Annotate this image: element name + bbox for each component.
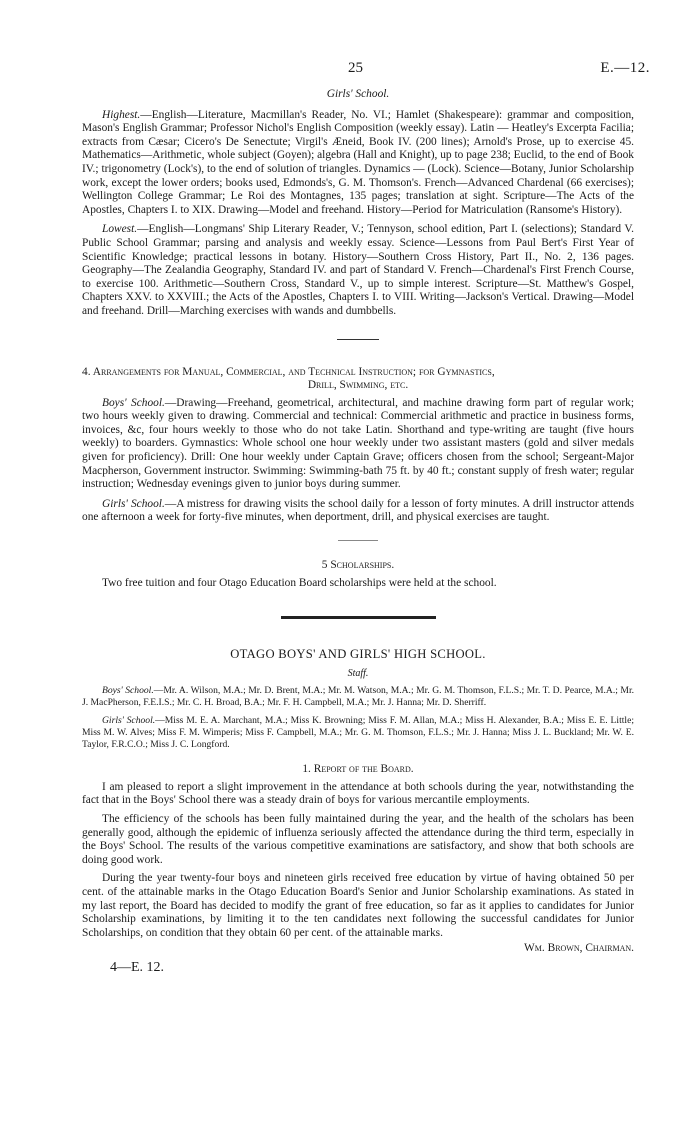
section-divider	[337, 339, 379, 340]
section-4-heading-line1: 4. Arrangements for Manual, Commercial, and Technical Instruction; for Gymnastics,	[82, 365, 495, 378]
boys-school-label: Boys' School.	[102, 396, 165, 409]
girls-school-label: Girls' School.	[102, 497, 165, 510]
report-paragraph-3: During the year twenty-four boys and nineteen girls received free education by virtue of having obtained 50 per cent. of the attainable marks in the Otago Education Board's Senior and Junior Scholarship examinations. As stated in my last report, the Board has decided to modify the grant of free education, so far as it applies to candidates for Junior Scholarship examinations, by limiting it to the ten candidates next following the successful candidates for Junior Scholarships, on condition that they obtain 60 per cent. of the attainable marks.	[82, 872, 634, 939]
page-number: 25	[348, 60, 363, 76]
document-page	[82, 60, 650, 976]
report-paragraph-1: I am pleased to report a slight improvement in the attendance at both schools during the year, notwithstanding the fact that in the Boys' School there was a steady drain of boys for various mercantile employments.	[82, 780, 634, 807]
section-divider-light	[338, 540, 378, 541]
thick-divider	[281, 616, 436, 619]
scholarships-text: Two free tuition and four Otago Education Board scholarships were held at the school.	[102, 576, 497, 589]
staff-heading: Staff.	[347, 668, 369, 680]
lowest-text: —English—Longmans' Ship Literary Reader, V.; Tennyson, school edition, Part I. (selections); Standard V. Public School Grammar; parsing and analysis and weekly essay. Science—Lessons from Paul Bert's First Year of Scientific Knowledge; practical lessons in botany. History—Southern Cross History, Part II., No. 2, 136 pages. Geography—The Zealandia Geography, Standard IV. and part of Standard V. French—Chardenal's First French Course, to exercise 100. Arithmetic—Southern Cross, Standard V., up to simple interest. Scripture—St. Matthew's Gospel, Chapters XXV. to XXVIII.; the Acts of the Apostles, Chapters I. to VIII. Writing—Jackson's Vertical. Drawing—Model and freehand. Drill—Marching exercises with wands and dumbbells.	[82, 223, 634, 317]
page-reference: E.—12.	[600, 60, 650, 76]
girls-staff-label: Girls' School.	[102, 715, 156, 727]
highest-text: —English—Literature, Macmillan's Reader, No. VI.; Hamlet (Shakespeare): grammar and composition, Mason's English Grammar; Professor Nichol's English Composition (weekly essay). Latin — Heatley's Excerpta Facilia; extracts from Cæsar; Cicero's De Senectute; Virgil's Æneid, Book IV. (200 lines); Arnold's Prose, up to exercise 45. Mathematics—Arithmetic, whole subject (Goyen); algebra (Hall and Knight), up to page 238; Euclid, to the end of Book IV.; trigonometry (Lock's), to the end of solution of triangles. Dynamics — (Lock). Science—Botany, Junior Scholarship work, except the lower orders; books used, Edmonds's, G. M. Thomson's. French—Advanced Chardenal (66 exercises); Wellington College Grammar; Le Roi des Montagnes, 135 pages; translation at sight. Scripture—The Acts of the Apostles, Chapters I. to XIX. Drawing—Model and freehand. History—Period for Matriculation (Ransome's History).	[82, 108, 634, 216]
highest-paragraph	[82, 109, 634, 218]
girls-staff-list	[82, 715, 634, 751]
boys-staff-label: Boys' School.	[102, 685, 154, 697]
highest-label: Highest.	[102, 108, 141, 121]
boys-arrangements-text: —Drawing—Freehand, geometrical, architectural, and machine drawing form part of regular work; two hours weekly given to drawing. Commercial and technical: Commercial arithmetic and practice in business forms, invoices, &c, four hours weekly to those who do not take Latin. Shorthand and type-writing are taught (five hours weekly) to boarders. Gymnastics: Whole school one hour weekly under two assistant masters (gold and silver medals given for proficiency). Drill: One hour weekly under Captain Grave; officers chosen from the school; Sergeant-Major Macpherson, Government instructor. Swimming: Swimming-bath 75 ft. by 40 ft.; constant supply of fresh water; regular instruction; Wednesday evenings given to junior boys during summer.	[82, 396, 635, 491]
boys-staff-text: —Mr. A. Wilson, M.A.; Mr. D. Brent, M.A.; Mr. M. Watson, M.A.; Mr. G. M. Thomson, F.L.S.; Mr. T. D. Pearce, M.A.; Mr. J. MacPherson, F.E.I.S.; Mr. C. H. Broad, B.A.; Mr. F. H. Campbell, M.A.; Mr. J. Hanna; Mr. D. Sherriff.	[82, 685, 635, 709]
report-heading: 1. Report of the Board.	[302, 763, 414, 776]
girls-arrangements-paragraph	[82, 498, 634, 525]
lowest-paragraph	[82, 223, 634, 318]
signature: Wm. Brown, Chairman.	[524, 942, 634, 955]
section-4-heading-line2: Drill, Swimming, etc.	[307, 379, 409, 392]
boys-arrangements-paragraph	[82, 397, 634, 492]
lowest-label: Lowest.	[102, 223, 138, 236]
section-5-heading: 5 Scholarships.	[321, 559, 395, 572]
page-header	[82, 60, 650, 84]
girls-school-heading: Girls' School.	[326, 88, 390, 100]
school-title: OTAGO BOYS' AND GIRLS' HIGH SCHOOL.	[230, 647, 486, 662]
footer-reference: 4—E. 12.	[110, 960, 165, 976]
boys-staff-list	[82, 685, 634, 709]
report-paragraph-2: The efficiency of the schools has been fully maintained during the year, and the health of the scholars has been generally good, although the epidemic of influenza seriously affected the attendance during the third term, especially in the Boys' School. The results of the various competitive examinations are satisfactory, and show that both schools are doing good work.	[82, 813, 634, 866]
girls-arrangements-text: —A mistress for drawing visits the school daily for a lesson of forty minutes. A drill instructor attends one afternoon a week for forty-five minutes, when deportment, drill, and physical exercises are taught.	[82, 497, 635, 524]
girls-staff-text: —Miss M. E. A. Marchant, M.A.; Miss K. Browning; Miss F. M. Allan, M.A.; Miss H. Alexander, B.A.; Miss E. E. Little; Miss M. W. Alves; Miss F. M. Wimperis; Miss F. Campbell, M.A.; Mr. G. M. Thomson, F.L.S.; Mr. J. Hanna; Miss J. L. Buckland; Mr. W. E. Taylor, F.R.C.O.; Miss J. C. Longford.	[82, 715, 634, 751]
